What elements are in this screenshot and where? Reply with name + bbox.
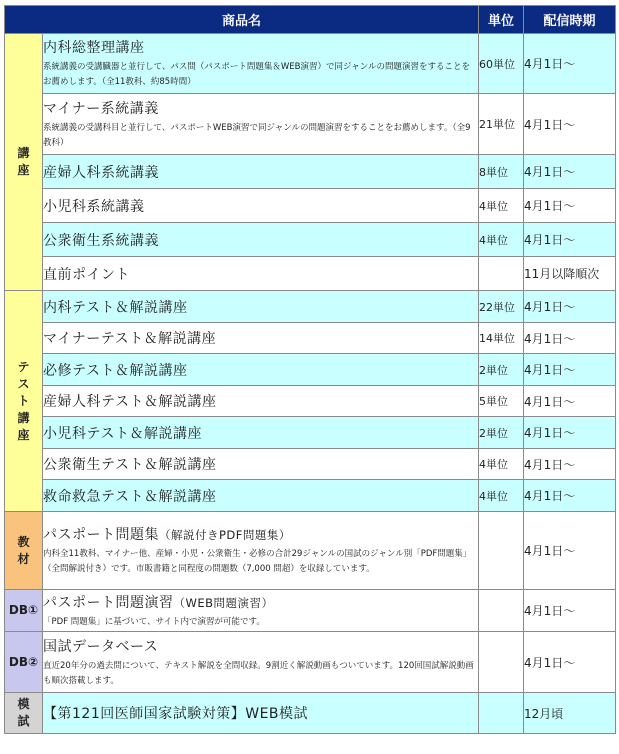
product-name: マイナーテスト＆解説講座 — [43, 323, 479, 354]
product-name: 国試データベース 直近20年分の過去問について、テキスト解説を全問収録。9割近く解説動画もついています。120回国試解説動画も順次搭載します。 — [43, 632, 479, 693]
category-mock: 模試 — [5, 693, 43, 734]
category-db2: DB② — [5, 632, 43, 693]
product-name: パスポート問題集（解説付きPDF問題集） 内科全11教科、マイナー他、産婦・小児・公衆衛生・必修の合計29ジャンルの国試のジャンル別「PDF問題集」（全問解説付き）です。市販書籍と同程度の問題数（7,000 問超）を収録しています。 — [43, 512, 479, 590]
unit-cell: 14単位 — [479, 323, 524, 354]
table-row — [5, 155, 616, 189]
table-row — [5, 291, 616, 323]
product-name: 直前ポイント — [43, 257, 479, 291]
period-cell: 4月1日〜 — [524, 354, 616, 386]
period-cell: 4月1日〜 — [524, 632, 616, 693]
product-name: パスポート問題演習（WEB問題演習） 「PDF 問題集」に基づいて、サイト内で演習が可能です。 — [43, 590, 479, 632]
period-cell: 4月1日〜 — [524, 323, 616, 354]
table-row — [5, 449, 616, 480]
unit-cell: 21単位 — [479, 94, 524, 155]
product-table — [4, 5, 616, 734]
table-row — [5, 354, 616, 386]
table-row — [5, 386, 616, 417]
product-name: 【第121回医師国家試験対策】WEB模試 — [43, 693, 479, 734]
product-name: 公衆衛生系統講義 — [43, 223, 479, 257]
unit-cell: 2単位 — [479, 417, 524, 449]
table-row — [5, 34, 616, 94]
period-cell: 4月1日〜 — [524, 291, 616, 323]
unit-cell: 4単位 — [479, 449, 524, 480]
unit-cell — [479, 512, 524, 590]
period-cell: 4月1日〜 — [524, 449, 616, 480]
period-cell: 4月1日〜 — [524, 512, 616, 590]
period-cell: 4月1日〜 — [524, 34, 616, 94]
product-name: 公衆衛生テスト＆解説講座 — [43, 449, 479, 480]
header-row — [5, 6, 616, 34]
product-name: マイナー系統講義 系統講義の受講科目と並行して、パスポートWEB演習で同ジャンルの問題演習をすることをお薦めします。（全9教科） — [43, 94, 479, 155]
table-row — [5, 257, 616, 291]
header-unit: 単位 — [479, 6, 524, 34]
period-cell: 4月1日〜 — [524, 155, 616, 189]
table-row — [5, 323, 616, 354]
category-db1: DB① — [5, 590, 43, 632]
period-cell: 4月1日〜 — [524, 417, 616, 449]
period-cell: 4月1日〜 — [524, 223, 616, 257]
unit-cell: 22単位 — [479, 291, 524, 323]
product-name: 小児科系統講義 — [43, 189, 479, 223]
unit-cell: 4単位 — [479, 223, 524, 257]
period-cell: 4月1日〜 — [524, 480, 616, 512]
unit-cell — [479, 590, 524, 632]
table-row — [5, 693, 616, 734]
period-cell: 11月以降順次 — [524, 257, 616, 291]
period-cell: 4月1日〜 — [524, 94, 616, 155]
table-row — [5, 512, 616, 590]
category-lecture: 講座 — [5, 34, 43, 291]
table-row — [5, 223, 616, 257]
header-name: 商品名 — [5, 6, 479, 34]
table-row — [5, 590, 616, 632]
table-row — [5, 417, 616, 449]
period-cell: 4月1日〜 — [524, 386, 616, 417]
unit-cell: 4単位 — [479, 480, 524, 512]
product-name: 救命救急テスト＆解説講座 — [43, 480, 479, 512]
category-textbook: 教材 — [5, 512, 43, 590]
unit-cell: 60単位 — [479, 34, 524, 94]
unit-cell — [479, 632, 524, 693]
period-cell: 4月1日〜 — [524, 590, 616, 632]
header-period: 配信時期 — [524, 6, 616, 34]
product-name: 必修テスト＆解説講座 — [43, 354, 479, 386]
table-row — [5, 189, 616, 223]
unit-cell: 5単位 — [479, 386, 524, 417]
unit-cell: 8単位 — [479, 155, 524, 189]
product-name: 内科総整理講座 系統講義の受講臓器と並行して、パス問（パスポート問題集＆WEB演習）で同ジャンルの問題演習をすることをお薦めします。（全11教科、約85時間） — [43, 34, 479, 94]
unit-cell: 2単位 — [479, 354, 524, 386]
period-cell: 12月頃 — [524, 693, 616, 734]
unit-cell — [479, 693, 524, 734]
period-cell: 4月1日〜 — [524, 189, 616, 223]
unit-cell: 4単位 — [479, 189, 524, 223]
category-test: テスト講座 — [5, 291, 43, 512]
table-row — [5, 632, 616, 693]
table-row — [5, 94, 616, 155]
product-name: 小児科テスト＆解説講座 — [43, 417, 479, 449]
table-row — [5, 480, 616, 512]
product-name: 産婦人科系統講義 — [43, 155, 479, 189]
unit-cell — [479, 257, 524, 291]
product-name: 産婦人科テスト＆解説講座 — [43, 386, 479, 417]
product-name: 内科テスト＆解説講座 — [43, 291, 479, 323]
